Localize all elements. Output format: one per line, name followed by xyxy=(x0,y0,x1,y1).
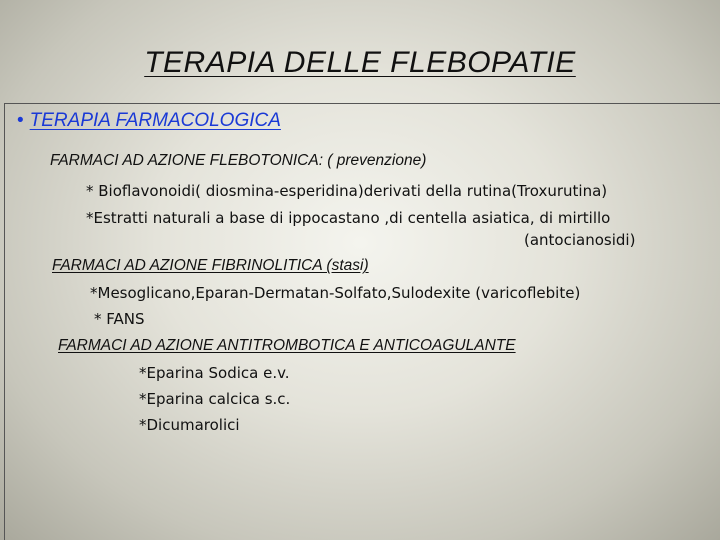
list-item: *Mesoglicano,Eparan-Dermatan-Solfato,Sulodexite (varicoflebite) xyxy=(90,284,581,302)
bullet-heading-text: TERAPIA FARMACOLOGICA xyxy=(29,110,281,131)
list-item: *Dicumarolici xyxy=(139,416,240,434)
list-item: *Eparina Sodica e.v. xyxy=(139,364,290,382)
list-item: * Bioflavonoidi( diosmina-esperidina)derivati della rutina(Troxurutina) xyxy=(86,182,608,200)
list-item: *Eparina calcica s.c. xyxy=(139,390,291,408)
list-item: *Estratti naturali a base di ippocastano ,di centella asiatica, di mirtillo xyxy=(86,209,611,227)
bullet-symbol: • xyxy=(17,110,24,131)
list-item: (antocianosidi) xyxy=(524,231,636,249)
bullet-heading xyxy=(17,110,281,132)
section-heading-fibrinolitica: FARMACI AD AZIONE FIBRINOLITICA (stasi) xyxy=(52,257,369,274)
slide-title: TERAPIA DELLE FLEBOPATIE xyxy=(144,46,576,79)
section-heading-antitrombotica: FARMACI AD AZIONE ANTITROMBOTICA E ANTICOAGULANTE xyxy=(58,337,516,354)
list-item: * FANS xyxy=(94,310,145,328)
section-heading-flebotonica: FARMACI AD AZIONE FLEBOTONICA: ( prevenzione) xyxy=(50,152,427,169)
